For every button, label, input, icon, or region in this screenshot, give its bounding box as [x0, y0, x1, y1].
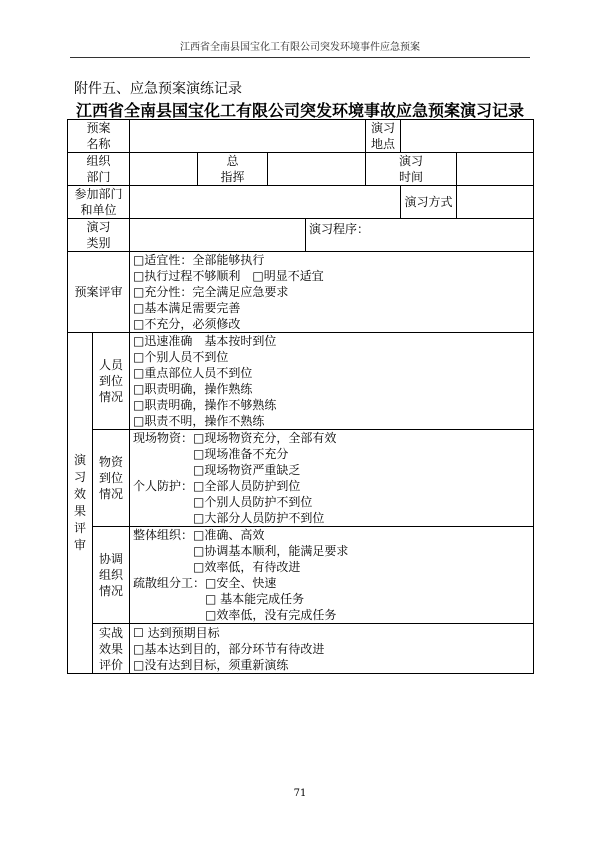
row-personnel [68, 333, 534, 430]
personnel-option[interactable]: □职责明确，操作熟练 [133, 382, 253, 396]
personnel-option[interactable]: □个别人员不到位 [133, 350, 229, 364]
document-title: 江西省全南县国宝化工有限公司突发环境事故应急预案演习记录 [75, 101, 524, 120]
running-header: 江西省全南县国宝化工有限公司突发环境事件应急预案 [70, 38, 530, 58]
participants-label: 参加部门 和单位 [68, 186, 130, 219]
drill-location-label: 演习 地点 [366, 120, 401, 153]
coordination-label: 协调 组织 情况 [93, 527, 130, 624]
org-dept-value[interactable] [130, 153, 198, 186]
drill-time-value[interactable] [457, 153, 534, 186]
row-coordination [68, 527, 534, 624]
combat-label: 实战 效果 评价 [93, 624, 130, 674]
plan-review-option[interactable]: □充分性：完全满足应急要求 [133, 285, 289, 299]
plan-name-label: 预案 名称 [68, 120, 130, 153]
row-participants [68, 186, 534, 219]
org-dept-label: 组织 部门 [68, 153, 130, 186]
materials-option[interactable]: 现场物资：□现场物资充分，全部有效 [133, 431, 337, 445]
drill-type-label: 演习 类别 [68, 219, 130, 252]
plan-name-value[interactable] [130, 120, 366, 153]
drill-procedure-cell[interactable] [306, 219, 534, 252]
materials-option[interactable]: 个人防护：□全部人员防护到位 [133, 479, 301, 493]
attachment-label: 附件五、应急预案演练记录 [74, 81, 242, 97]
personnel-label: 人员 到位 情况 [93, 333, 130, 430]
page-number: 71 [293, 788, 307, 799]
personnel-option[interactable]: □迅速准确 基本按时到位 [133, 334, 277, 348]
coordination-options [130, 527, 534, 624]
drill-time-label: 演习 时间 [366, 153, 457, 186]
materials-option[interactable]: □现场物资严重缺乏 [133, 463, 301, 477]
drill-record-table [67, 119, 534, 674]
coordination-option[interactable]: □ 基本能完成任务 [133, 592, 305, 606]
materials-options [130, 430, 534, 527]
coordination-option[interactable]: 疏散组分工：□安全、快速 [133, 576, 277, 590]
plan-review-option[interactable]: □基本满足需要完善 [133, 301, 241, 315]
drill-procedure-label: 演习程序： [309, 222, 370, 236]
row-org-dept [68, 153, 534, 186]
row-materials [68, 430, 534, 527]
materials-option[interactable]: □现场准备不充分 [133, 447, 289, 461]
coordination-option[interactable]: □效率低，没有完成任务 [133, 608, 337, 622]
combat-option[interactable]: □基本达到目的，部分环节有待改进 [133, 641, 325, 656]
row-plan-review [68, 252, 534, 333]
drill-location-value[interactable] [401, 120, 534, 153]
personnel-options [130, 333, 534, 430]
commander-label: 总 指挥 [198, 153, 268, 186]
coordination-option[interactable]: □效率低，有待改进 [133, 560, 301, 574]
combat-options [130, 624, 534, 674]
row-combat [68, 624, 534, 674]
coordination-option[interactable]: 整体组织：□准确、高效 [133, 528, 265, 542]
combat-option[interactable]: ☐ 达到预期目标 [133, 625, 220, 640]
commander-value[interactable] [268, 153, 366, 186]
drill-type-value[interactable] [130, 219, 306, 252]
coordination-option[interactable]: □协调基本顺利，能满足要求 [133, 544, 349, 558]
drill-method-value[interactable] [457, 186, 534, 219]
materials-option[interactable]: □大部分人员防护不到位 [133, 511, 325, 525]
row-drill-type [68, 219, 534, 252]
combat-option[interactable]: □没有达到目标，须重新演练 [133, 657, 289, 672]
plan-review-label: 预案评审 [68, 252, 130, 333]
plan-review-options [130, 252, 534, 333]
effect-review-label: 演 习 效 果 评 审 [68, 333, 93, 674]
plan-review-option[interactable]: □执行过程不够顺利 □明显不适宜 [133, 269, 324, 283]
personnel-option[interactable]: □职责明确，操作不够熟练 [133, 398, 277, 412]
personnel-option[interactable]: □重点部位人员不到位 [133, 366, 253, 380]
participants-value[interactable] [130, 186, 401, 219]
personnel-option[interactable]: □职责不明，操作不熟练 [133, 414, 265, 428]
row-plan-name [68, 120, 534, 153]
plan-review-option[interactable]: □不充分，必须修改 [133, 317, 241, 331]
drill-method-label: 演习方式 [401, 186, 457, 219]
materials-label: 物资 到位 情况 [93, 430, 130, 527]
plan-review-option[interactable]: □适宜性：全部能够执行 [133, 253, 265, 267]
materials-option[interactable]: □个别人员防护不到位 [133, 495, 313, 509]
